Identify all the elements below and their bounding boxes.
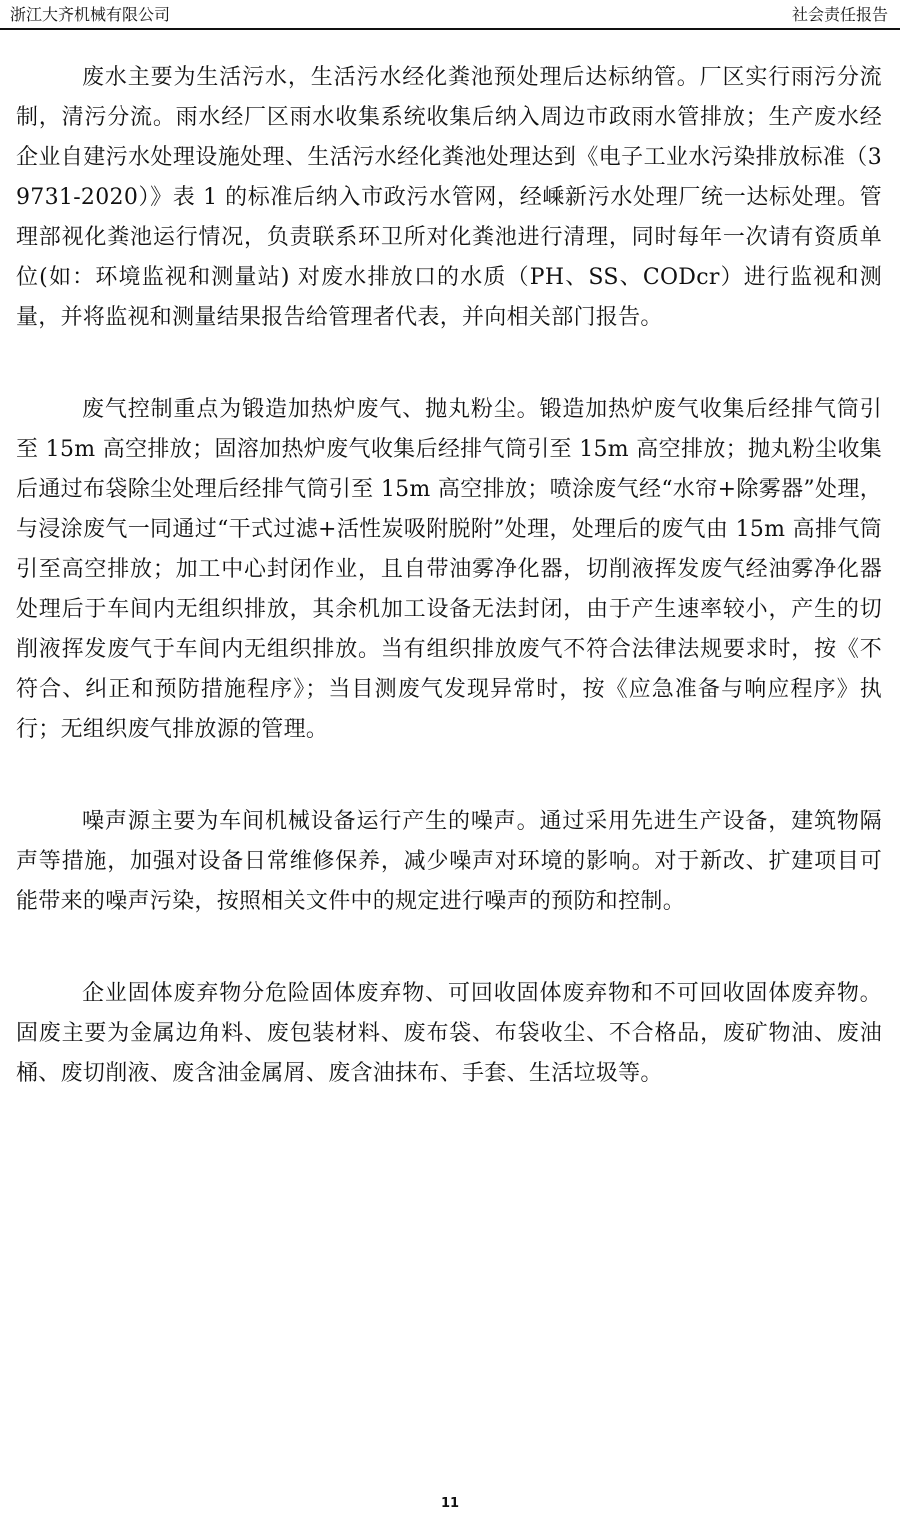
paragraph-exhaust-gas: 废气控制重点为锻造加热炉废气、抛丸粉尘。锻造加热炉废气收集后经排气筒引至 15m 高空排放；固溶加热炉废气收集后经排气筒引至 15m 高空排放；抛丸粉尘收集后通过布袋除尘处理后经排气筒引至 15m 高空排放；喷涂废气经“水帘+除雾器”处理，与浸涂废气一同通过“干式过滤+活性炭吸附脱附”处理，处理后的废气由 15m 高排气筒引至高空排放；加工中心封闭作业，且自带油雾净化器，切削液挥发废气经油雾净化器处理后于车间内无组织排放，其余机加工设备无法封闭，由于产生速率较小，产生的切削液挥发废气于车间内无组织排放。当有组织排放废气不符合法律法规要求时，按《不符合、纠正和预防措施程序》；当目测废气发现异常时，按《应急准备与响应程序》执行；无组织废气排放源的管理。: [16, 397, 882, 742]
page-number: 11: [440, 1496, 460, 1511]
report-title: 社会责任报告: [791, 5, 888, 24]
header-divider: [0, 28, 900, 30]
company-name: 浙江大齐机械有限公司: [10, 5, 171, 24]
paragraph-wastewater: 废水主要为生活污水，生活污水经化粪池预处理后达标纳管。厂区实行雨污分流制，清污分流。雨水经厂区雨水收集系统收集后纳入周边市政雨水管排放；生产废水经企业自建污水处理设施处理、生活污水经化粪池处理达到《电子工业水污染排放标准（39731-2020）》表 1 的标准后纳入市政污水管网，经嵊新污水处理厂统一达标处理。管理部视化粪池运行情况，负责联系环卫所对化粪池进行清理，同时每年一次请有资质单位(如：环境监视和测量站) 对废水排放口的水质（PH、SS、CODcr）进行监视和测量，并将监视和测量结果报告给管理者代表，并向相关部门报告。: [16, 65, 882, 330]
document-body: [16, 58, 882, 1146]
paragraph-solid-waste: 企业固体废弃物分危险固体废弃物、可回收固体废弃物和不可回收固体废弃物。固废主要为金属边角料、废包装材料、废布袋、布袋收尘、不合格品，废矿物油、废油桶、废切削液、废含油金属屑、废含油抹布、手套、生活垃圾等。: [16, 981, 882, 1086]
page-header: [0, 0, 900, 30]
paragraph-noise: 噪声源主要为车间机械设备运行产生的噪声。通过采用先进生产设备，建筑物隔声等措施，加强对设备日常维修保养，减少噪声对环境的影响。对于新改、扩建项目可能带来的噪声污染，按照相关文件中的规定进行噪声的预防和控制。: [16, 809, 882, 914]
